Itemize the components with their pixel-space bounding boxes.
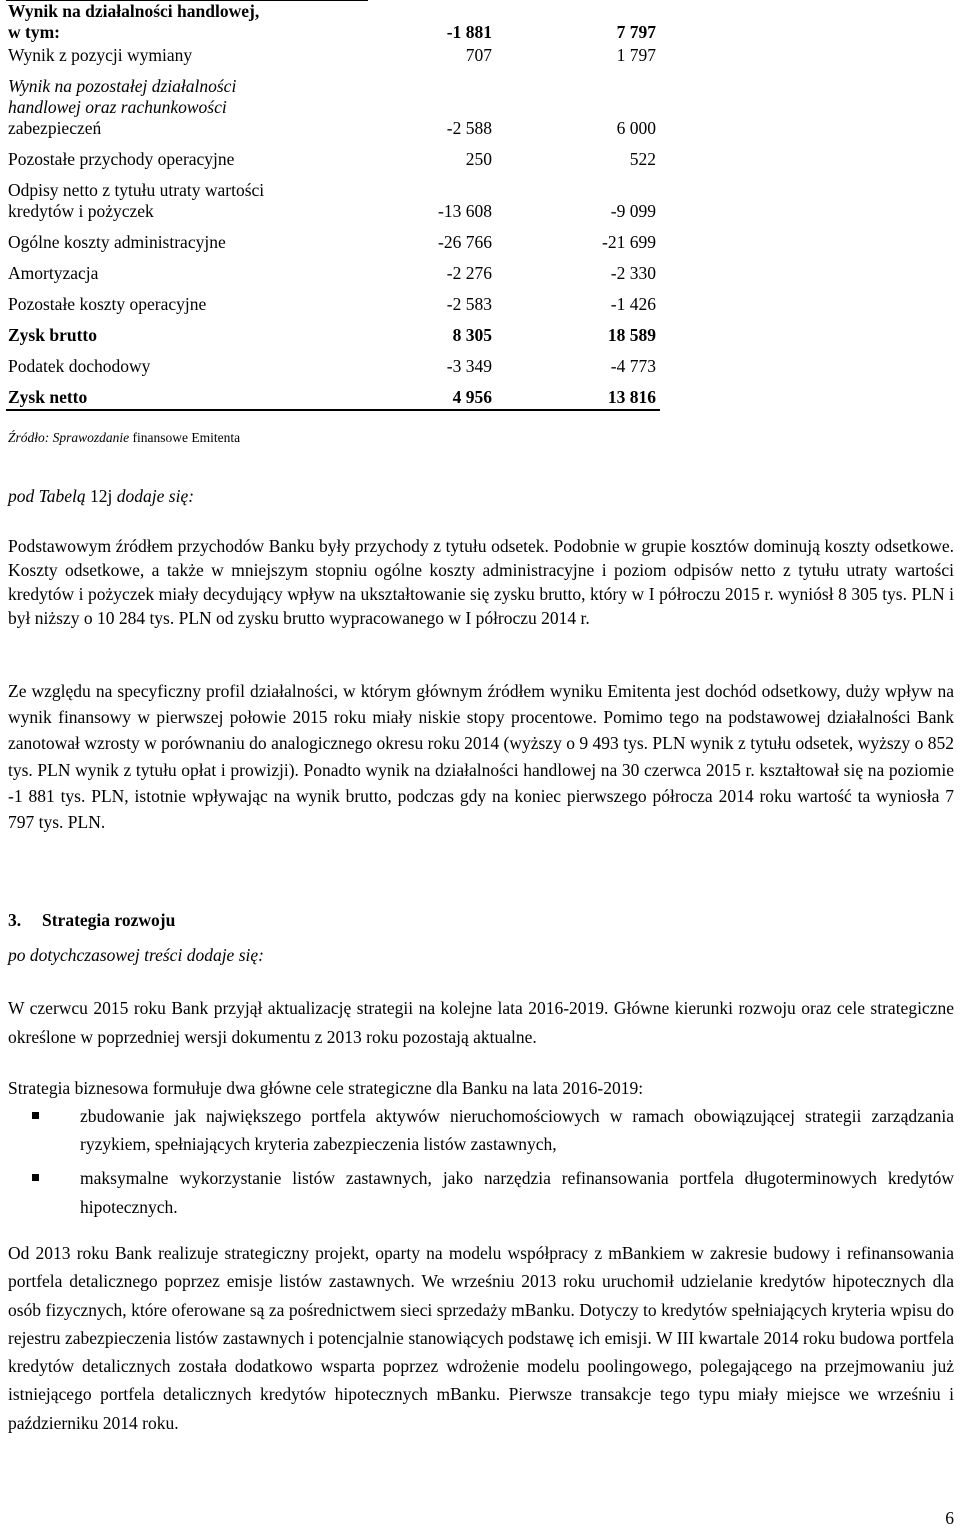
value-h1-2014: -21 699 bbox=[602, 232, 656, 252]
table-row bbox=[6, 377, 660, 410]
value-h1-2014: 18 589 bbox=[607, 325, 656, 345]
list-item bbox=[8, 1102, 954, 1158]
row-label-line: Pozostałe koszty operacyjne bbox=[8, 294, 207, 314]
value-h1-2015: -1 881 bbox=[446, 22, 492, 42]
table-amendment-note bbox=[8, 486, 194, 507]
row-label-line: Wynik na działalności handlowej, bbox=[8, 1, 260, 21]
table-row bbox=[6, 66, 660, 139]
row-label-line: Wynik na pozostałej działalności bbox=[8, 76, 237, 96]
section-heading-strategy bbox=[8, 910, 175, 931]
row-label bbox=[6, 43, 368, 66]
row-label bbox=[6, 139, 368, 170]
note-table-b: 12j bbox=[90, 486, 113, 506]
row-label bbox=[6, 66, 368, 139]
bullet-square-icon bbox=[32, 1112, 39, 1119]
row-label bbox=[6, 284, 368, 315]
section-title: Strategia rozwoju bbox=[42, 910, 176, 930]
value-h1-2014: -2 330 bbox=[610, 263, 656, 283]
page-number: 6 bbox=[945, 1508, 954, 1528]
row-label-line: Wynik z pozycji wymiany bbox=[8, 45, 193, 65]
value-h1-2015: 250 bbox=[465, 149, 492, 169]
bullet-square-icon bbox=[32, 1174, 39, 1181]
table-row bbox=[6, 284, 660, 315]
value-h1-2014: 6 000 bbox=[616, 118, 656, 138]
row-label bbox=[6, 1, 368, 44]
value-h1-2015: -2 588 bbox=[446, 118, 492, 138]
table-row bbox=[6, 346, 660, 377]
financial-results-table bbox=[6, 0, 660, 411]
row-label bbox=[6, 377, 368, 410]
row-label bbox=[6, 222, 368, 253]
value-h1-2015: -26 766 bbox=[438, 232, 492, 252]
row-label-line: Pozostałe przychody operacyjne bbox=[8, 149, 235, 169]
table-row bbox=[6, 253, 660, 284]
row-label-line: Odpisy netto z tytułu utraty wartości bbox=[8, 180, 265, 200]
row-label-line: w tym: bbox=[8, 22, 60, 42]
paragraph-strategy-update: W czerwcu 2015 roku Bank przyjął aktualizację strategii na kolejne lata 2016-2019. Główne kierunki rozwoju oraz cele strategiczne określone w poprzedniej wersji dokumentu z 2013 roku pozostają aktualne. bbox=[8, 998, 954, 1047]
source-rest: finansowe Emitenta bbox=[129, 430, 241, 445]
row-label-line: handlowej oraz rachunkowości bbox=[8, 97, 227, 117]
note-table-a: pod Tabelą bbox=[8, 486, 91, 506]
paragraph-interest-income: Podstawowym źródłem przychodów Banku były przychody z tytułu odsetek. Podobnie w grupie kosztów dominują koszty odsetkowe. Koszty odsetkowe, a także w mniejszym stopniu ogólne koszty administracyjne i poziom odpisów netto z tytułu utraty wartości kredytów i pożyczek miały decydujący wpływ na ukształtowanie się zysku brutto, który w I półroczu 2015 r. wyniósł 8 305 tys. PLN i był niższy o 10 284 tys. PLN od zysku brutto wypracowanego w I półroczu 2014 r. bbox=[8, 536, 954, 628]
row-label-line: zabezpieczeń bbox=[8, 118, 102, 138]
row-label-line: Zysk brutto bbox=[8, 325, 97, 345]
table-row bbox=[6, 1, 660, 44]
row-label bbox=[6, 346, 368, 377]
row-label-line: Amortyzacja bbox=[8, 263, 99, 283]
value-h1-2015: -2 583 bbox=[446, 294, 492, 314]
section-number: 3. bbox=[8, 910, 22, 930]
table-source-note bbox=[8, 430, 240, 446]
value-h1-2014: 13 816 bbox=[492, 377, 660, 410]
value-h1-2014: -4 773 bbox=[610, 356, 656, 376]
value-h1-2015: -3 349 bbox=[446, 356, 492, 376]
list-item-text: zbudowanie jak największego portfela aktywów nieruchomościowych w ramach obowiązującej strategii zarządzania ryzykiem, spełniających kryteria zabezpieczenia listów zastawnych, bbox=[80, 1106, 954, 1155]
paragraph-strategic-goals: Strategia biznesowa formułuje dwa główne cele strategiczne dla Banku na lata 2016-2019: bbox=[8, 1078, 644, 1098]
row-label bbox=[6, 170, 368, 222]
value-h1-2015: 8 305 bbox=[452, 325, 492, 345]
value-h1-2015: 707 bbox=[465, 45, 492, 65]
table-row bbox=[6, 43, 660, 66]
list-item bbox=[8, 1164, 954, 1220]
table-row bbox=[6, 139, 660, 170]
row-label-line: kredytów i pożyczek bbox=[8, 201, 154, 221]
value-h1-2014: -1 426 bbox=[610, 294, 656, 314]
value-h1-2014: 1 797 bbox=[616, 45, 656, 65]
table-row bbox=[6, 170, 660, 222]
row-label-line: Zysk netto bbox=[8, 387, 88, 407]
row-label-line: Ogólne koszty administracyjne bbox=[8, 232, 226, 252]
table-row bbox=[6, 315, 660, 346]
list-item-text: maksymalne wykorzystanie listów zastawnych, jako narzędzia refinansowania portfela długoterminowych kredytów hipotecznych. bbox=[80, 1168, 954, 1217]
table-row bbox=[6, 222, 660, 253]
value-h1-2015: -13 608 bbox=[438, 201, 492, 221]
section-amendment-note: po dotychczasowej treści dodaje się: bbox=[8, 945, 264, 965]
paragraph-trading-result: Ze względu na specyficzny profil działalności, w którym głównym źródłem wyniku Emitenta jest dochód odsetkowy, duży wpływ na wynik finansowy w pierwszej połowie 2015 roku miały niskie stopy procentowe. Pomimo tego na podstawowej działalności Bank zanotował wzrosty w porównaniu do analogicznego okresu roku 2014 (wyższy o 9 493 tys. PLN wynik z tytułu odsetek, wyższy o 852 tys. PLN wynik z tytułu opłat i prowizji). Ponadto wynik na działalności handlowej na 30 czerwca 2015 r. kształtował się na poziomie -1 881 tys. PLN, istotnie wpływając na wynik brutto, podczas gdy na koniec pierwszego półrocza 2014 roku wartość ta wyniosła 7 797 tys. PLN. bbox=[8, 681, 954, 833]
row-label bbox=[6, 315, 368, 346]
value-h1-2014: 522 bbox=[629, 149, 656, 169]
note-table-c: dodaje się: bbox=[112, 486, 195, 506]
value-h1-2014: -9 099 bbox=[610, 201, 656, 221]
strategic-goals-list bbox=[8, 1102, 954, 1227]
value-h1-2014: 7 797 bbox=[616, 22, 656, 42]
value-h1-2015: -2 276 bbox=[446, 263, 492, 283]
value-h1-2015: 4 956 bbox=[368, 377, 492, 410]
row-label bbox=[6, 253, 368, 284]
paragraph-mbank-cooperation: Od 2013 roku Bank realizuje strategiczny projekt, oparty na modelu współpracy z mBankiem w zakresie budowy i refinansowania portfela detalicznego poprzez emisje listów zastawnych. We wrześniu 2013 roku uruchomił udzielanie kredytów hipotecznych dla osób fizycznych, które oferowane są za pośrednictwem sieci sprzedaży mBanku. Dotyczy to kredytów spełniających kryteria wpisu do rejestru zabezpieczenia listów zastawnych i potencjalnie stanowiących podstawę ich emisji. W III kwartale 2014 roku budowa portfela kredytów detalicznych została dodatkowo wsparta poprzez wdrożenie modelu poolingowego, polegającego na przejmowaniu już istniejącego portfela detalicznych kredytów hipotecznych mBanku. Pierwsze transakcje tego typu miały miejsce we wrześniu i październiku 2014 roku. bbox=[8, 1243, 954, 1433]
row-label-line: Podatek dochodowy bbox=[8, 356, 151, 376]
source-italic: Źródło: Sprawozdanie bbox=[8, 430, 130, 445]
